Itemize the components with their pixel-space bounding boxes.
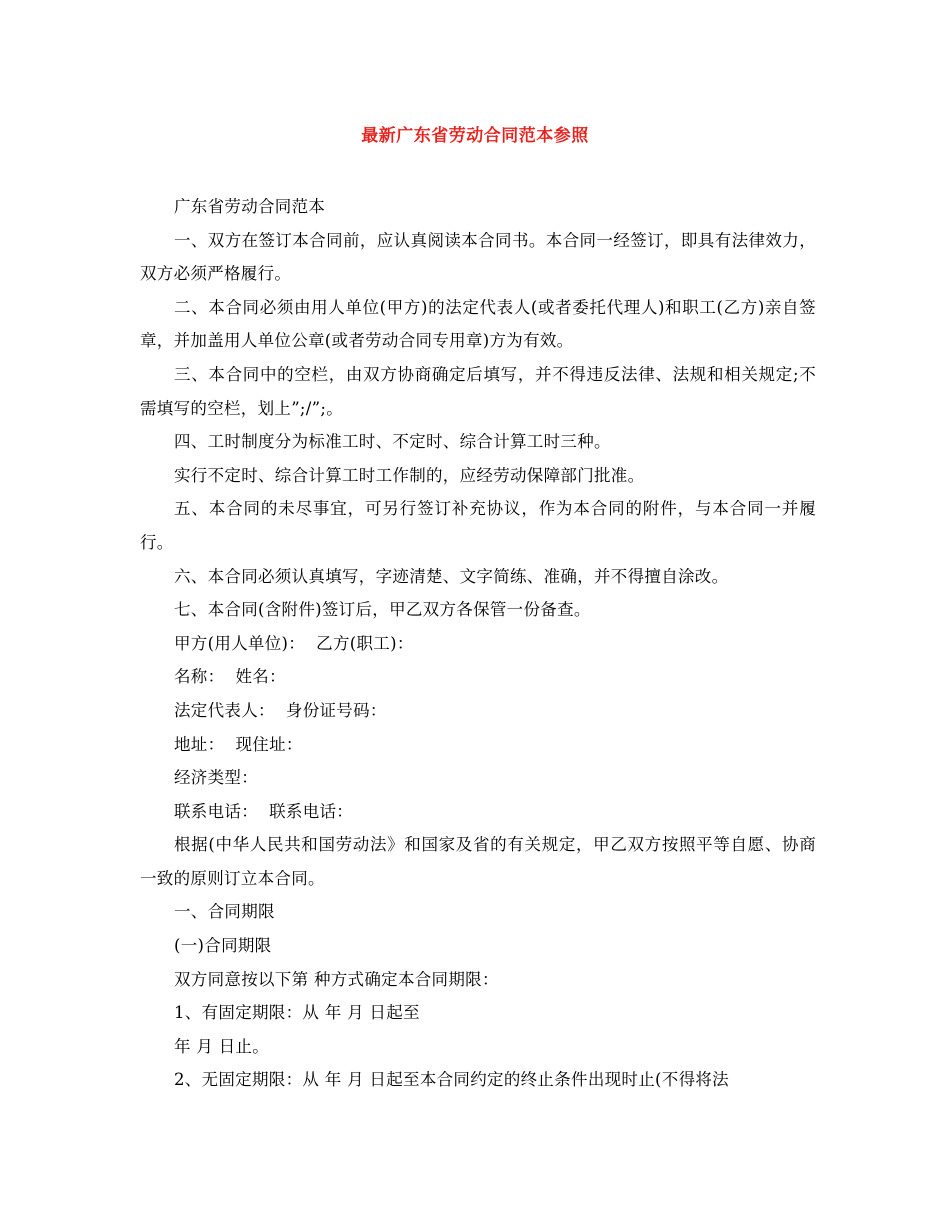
paragraph: 三、本合同中的空栏，由双方协商确定后填写，并不得违反法律、法规和相关规定;不需填写的空栏，划上”;/”;。 [140, 364, 816, 418]
contract-body [140, 190, 816, 1097]
paragraph: 实行不定时、综合计算工时工作制的，应经劳动保障部门批准。 [174, 465, 645, 485]
paragraph: 甲方(用人单位)： 乙方(职工)： [174, 633, 414, 653]
paragraph: 2、无固定期限：从 年 月 日起至本合同约定的终止条件出现时止(不得将法 [174, 1070, 729, 1090]
paragraph: 名称： 姓名： [174, 667, 286, 687]
page-title: 最新广东省劳动合同范本参照 [361, 126, 589, 146]
paragraph: 七、本合同(含附件)签订后，甲乙双方各保管一份备查。 [174, 600, 591, 620]
paragraph: 广东省劳动合同范本 [174, 197, 326, 216]
paragraph: 六、本合同必须认真填写，字迹清楚、文字简练、准确，并不得擅自涂改。 [174, 566, 729, 586]
paragraph: 二、本合同必须由用人单位(甲方)的法定代表人(或者委托代理人)和职工(乙方)亲自签章，并加盖用人单位公章(或者劳动合同专用章)方为有效。 [140, 297, 816, 351]
paragraph: 四、工时制度分为标准工时、不定时、综合计算工时三种。 [174, 432, 611, 452]
paragraph: 年 月 日止。 [174, 1036, 270, 1056]
paragraph: 五、本合同的未尽事宜，可另行签订补充协议，作为本合同的附件，与本合同一并履行。 [140, 499, 816, 552]
paragraph: 联系电话： 联系电话： [174, 801, 354, 821]
paragraph: 经济类型： [174, 768, 258, 788]
paragraph: 法定代表人： 身份证号码： [174, 700, 387, 720]
paragraph: 地址： 现住址： [174, 734, 303, 754]
paragraph: 双方同意按以下第 种方式确定本合同期限： [174, 969, 499, 989]
paragraph: 根据(中华人民共和国劳动法》和国家及省的有关规定，甲乙双方按照平等自愿、协商一致的原则订立本合同。 [140, 835, 816, 888]
paragraph: 1、有固定期限：从 年 月 日起至 [174, 1003, 420, 1023]
paragraph: (一)合同期限 [174, 936, 272, 956]
paragraph: 一、合同期限 [174, 902, 275, 922]
paragraph: 一、双方在签订本合同前，应认真阅读本合同书。本合同一经签订，即具有法律效力，双方必须严格履行。 [140, 230, 816, 284]
